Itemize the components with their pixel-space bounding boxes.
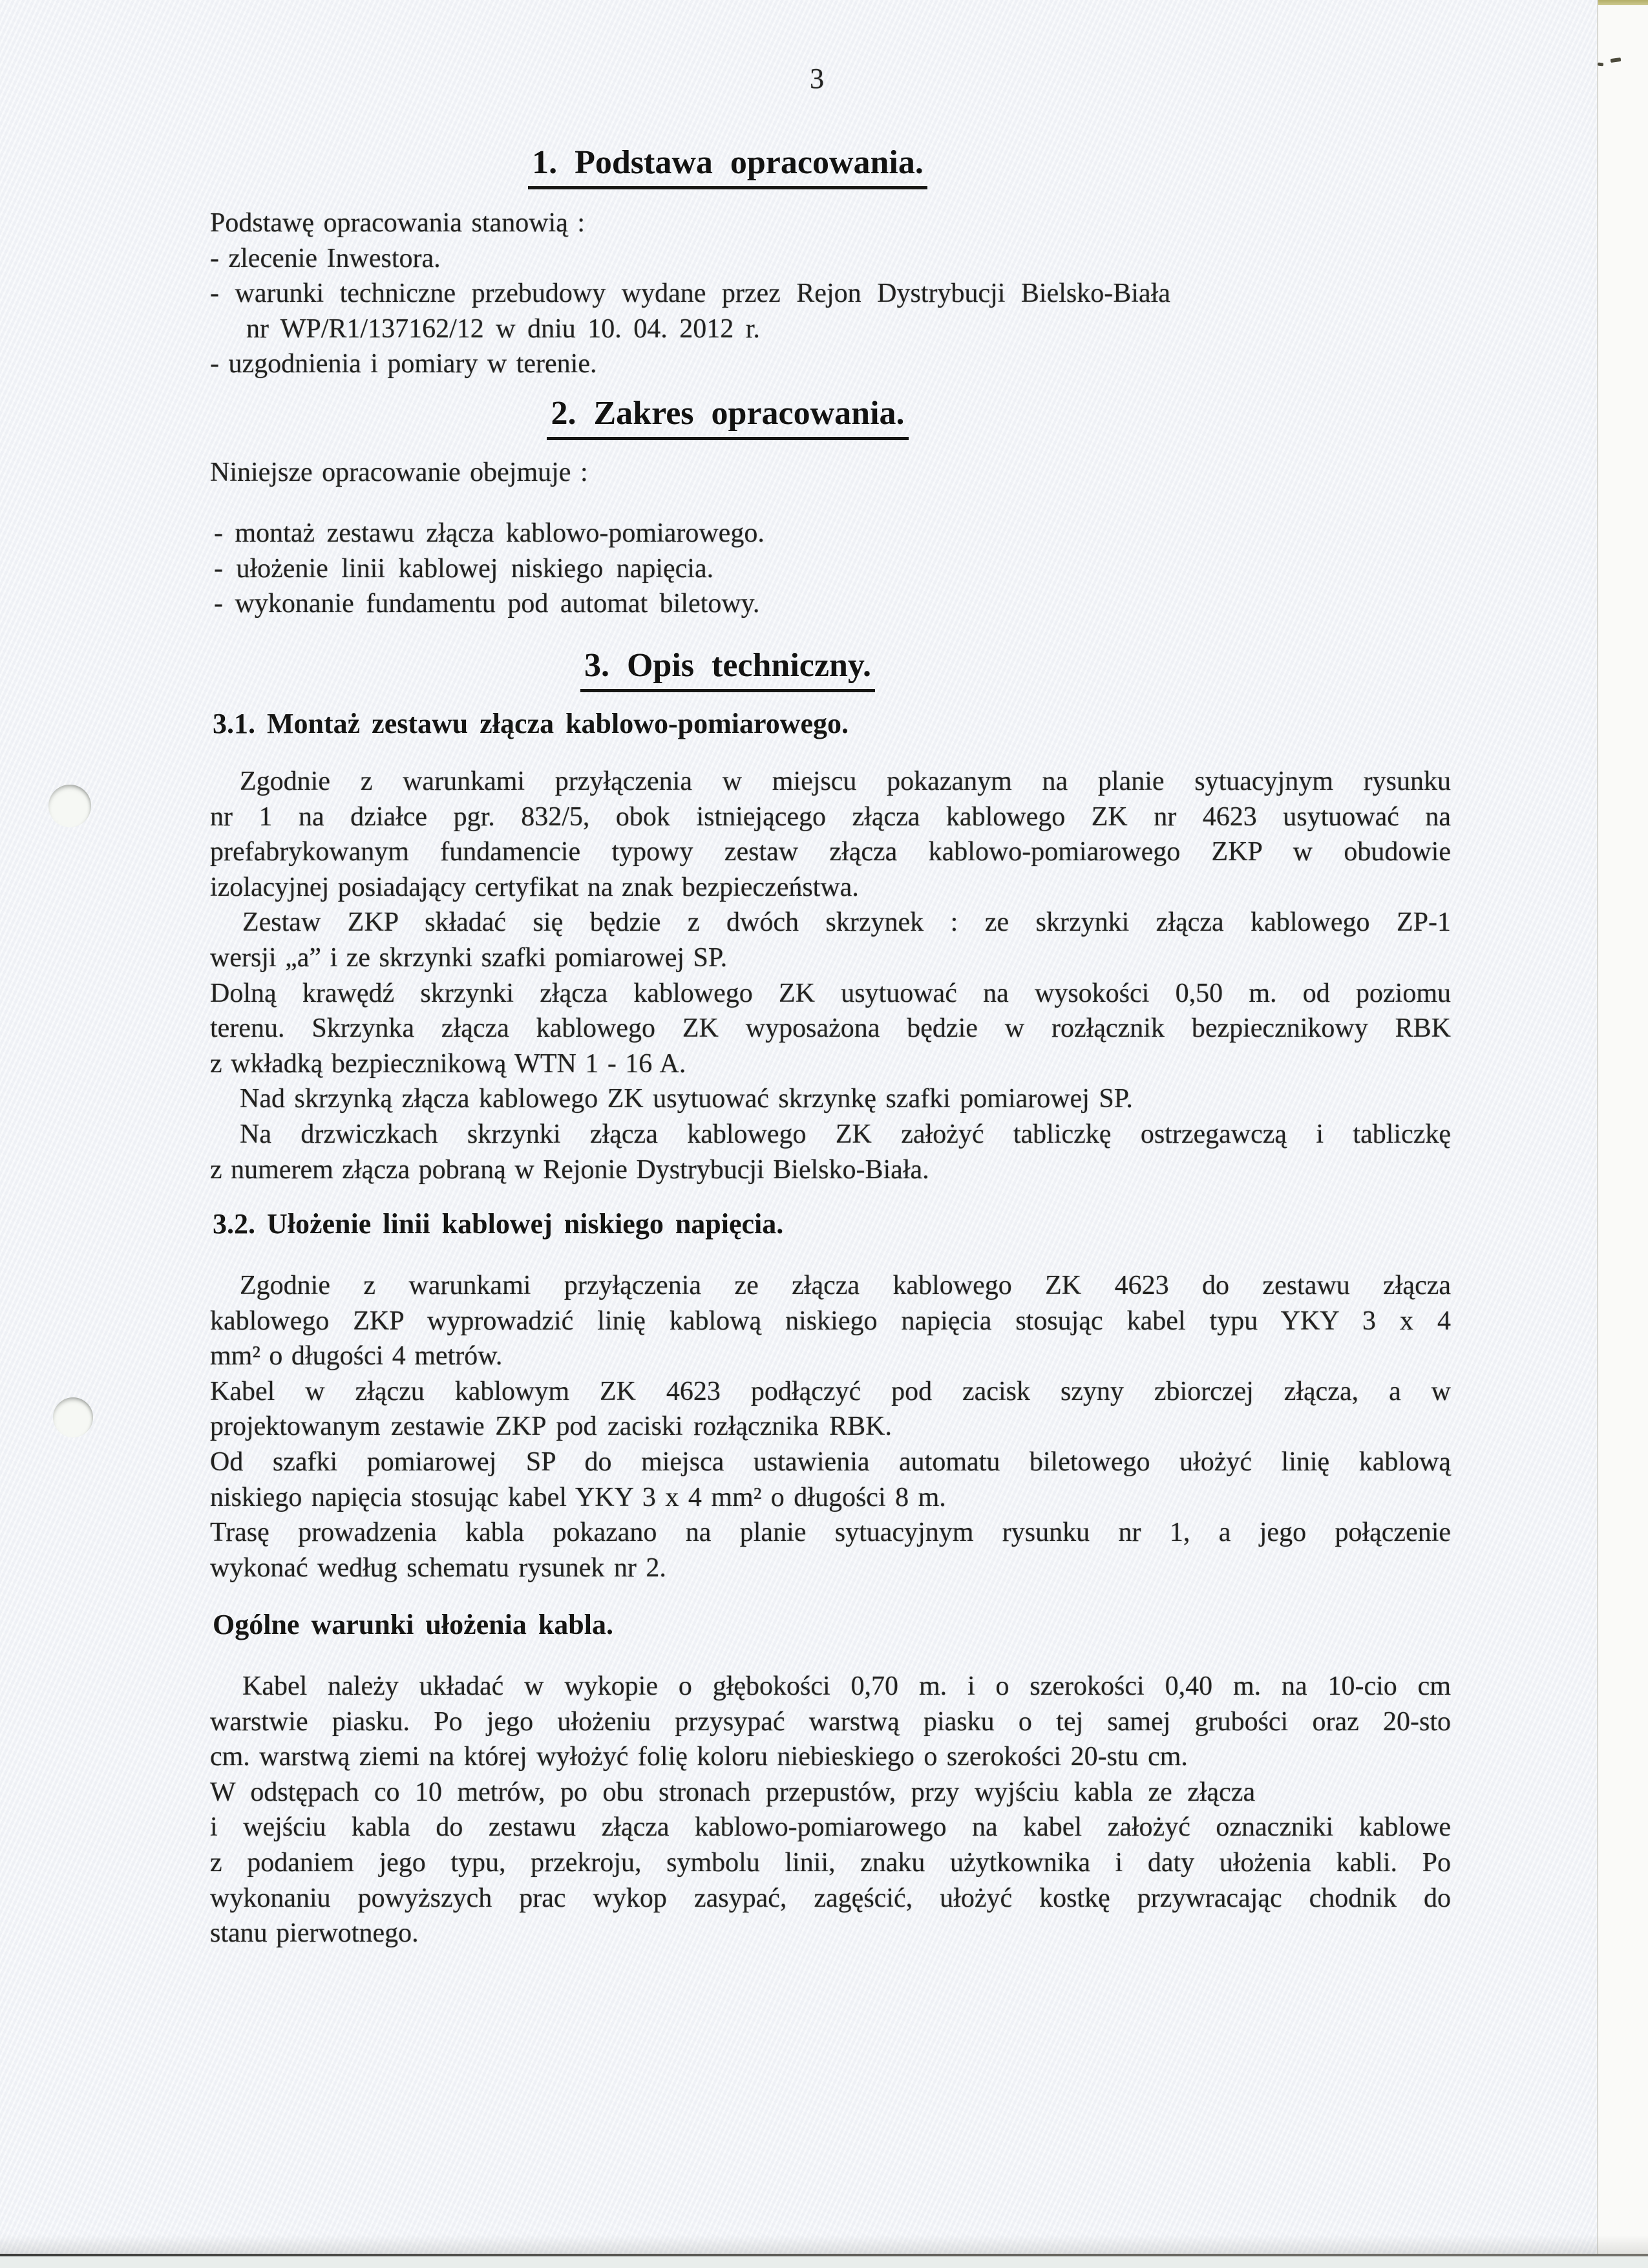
cable-laying-conditions-body (210, 1669, 1451, 1951)
heading-opis-techniczny (210, 646, 1451, 692)
text-line: Niniejsze opracowanie obejmuje : (210, 458, 588, 487)
text-line: Zgodnie z warunkami przyłączenia w miejscu pokazanym na planie sytuacyjnym rysunku (240, 767, 1451, 796)
text-line: niskiego napięcia stosując kabel YKY 3 x 4 mm² o długości 8 m. (210, 1482, 946, 1512)
text-line: - ułożenie linii kablowej niskiego napięcia. (214, 553, 714, 584)
text-line: z wkładką bezpiecznikową WTN 1 - 16 A. (210, 1048, 686, 1079)
text-line: - montaż zestawu złącza kablowo-pomiarowego. (214, 518, 765, 548)
text-line: W odstępach co 10 metrów, po obu stronach przepustów, przy wyjściu kabla ze złącza (210, 1777, 1256, 1807)
heading-2-text: 2. Zakres opracowania. (547, 394, 908, 440)
section-3-2-body (210, 1268, 1451, 1585)
punch-hole-bottom (53, 1397, 93, 1437)
scanner-edge-strip (1597, 0, 1648, 2254)
scan-speck-icon (1598, 63, 1603, 67)
text-line: - zlecenie Inwestora. (210, 243, 441, 273)
scope-list (210, 516, 1451, 622)
text-line: warstwie piasku. Po jego ułożeniu przysypać warstwą piasku o tej samej grubości oraz 20-sto (210, 1706, 1451, 1737)
text-line: Zgodnie z warunkami przyłączenia ze złącza kablowego ZK 4623 do zestawu złącza (240, 1271, 1451, 1300)
text-line: z numerem złącza pobraną w Rejonie Dystrybucji Bielsko-Biała. (210, 1154, 929, 1185)
page-number: 3 (810, 63, 824, 94)
paper-bottom-shadow (0, 2235, 1648, 2254)
text-line: Od szafki pomiarowej SP do miejsca ustawienia automatu biletowego ułożyć linię kablową (210, 1447, 1451, 1477)
text-line: terenu. Skrzynka złącza kablowego ZK wyposażona będzie w rozłącznik bezpiecznikowy RBK (210, 1013, 1451, 1044)
subheading-general-conditions: Ogólne warunki ułożenia kabla. (213, 1609, 614, 1640)
text-line: i wejściu kabla do zestawu złącza kablowo-pomiarowego na kabel założyć oznaczniki kablowe (210, 1812, 1451, 1843)
scan-artifact-top-line (1598, 0, 1648, 5)
heading-1-text: 1. Podstawa opracowania. (528, 143, 927, 189)
text-line: wersji „a” i ze skrzynki szafki pomiarowej SP. (210, 942, 728, 973)
text-line: z podaniem jego typu, przekroju, symbolu linii, znaku użytkownika i daty ułożenia kabli. Po (210, 1847, 1451, 1878)
text-line: projektowanym zestawie ZKP pod zaciski rozłącznika RBK. (210, 1412, 892, 1442)
text-line: prefabrykowanym fundamencie typowy zestaw złącza kablowo-pomiarowego ZKP w obudowie (210, 837, 1451, 867)
heading-3-text: 3. Opis techniczny. (580, 646, 875, 692)
text-line: - wykonanie fundamentu pod automat biletowy. (214, 589, 760, 619)
scope-intro (210, 455, 1451, 491)
text-line: Kabel należy układać w wykopie o głębokości 0,70 m. i o szerokości 0,40 m. na 10-cio cm (242, 1671, 1451, 1701)
text-line: kablowego ZKP wyprowadzić linię kablową niskiego napięcia stosując kabel typu YKY 3 x 4 (210, 1306, 1451, 1336)
text-line: izolacyjnej posiadający certyfikat na znak bezpieczeństwa. (210, 872, 859, 902)
text-line: Podstawę opracowania stanowią : (210, 208, 586, 238)
text-line: Trasę prowadzenia kabla pokazano na planie sytuacyjnym rysunku nr 1, a jego połączenie (210, 1518, 1451, 1548)
text-line: stanu pierwotnego. (210, 1918, 419, 1949)
text-line: Nad skrzynką złącza kablowego ZK usytuować skrzynkę szafki pomiarowej SP. (240, 1084, 1133, 1114)
text-line: Dolną krawędź skrzynki złącza kablowego ZK usytuować na wysokości 0,50 m. od poziomu (210, 978, 1451, 1008)
punch-hole-top (48, 785, 91, 827)
text-line: nr 1 na działce pgr. 832/5, obok istniejącego złącza kablowego ZK nr 4623 usytuować na (210, 801, 1451, 832)
heading-zakres-opracowania (210, 394, 1451, 440)
text-line: Kabel w złączu kablowym ZK 4623 podłączyć pod zacisk szyny zbiorczej złącza, a w (210, 1376, 1451, 1406)
text-line: wykonaniu powyższych prac wykop zasypać, zagęścić, ułożyć kostkę przywracając chodnik do (210, 1883, 1451, 1913)
heading-podstawa-opracowania (210, 143, 1451, 189)
section-3-1-body (210, 764, 1451, 1187)
basis-of-study-list (210, 206, 1451, 382)
text-line: mm² o długości 4 metrów. (210, 1341, 503, 1372)
text-line: - uzgodnienia i pomiary w terenie. (210, 349, 597, 379)
subheading-3-2: 3.2. Ułożenie linii kablowej niskiego napięcia. (213, 1208, 784, 1240)
text-line: cm. warstwą ziemi na której wyłożyć folię koloru niebieskiego o szerokości 20-stu cm. (210, 1742, 1188, 1772)
subheading-3-1: 3.1. Montaż zestawu złącza kablowo-pomiarowego. (213, 708, 849, 739)
text-line: wykonać według schematu rysunek nr 2. (210, 1553, 666, 1583)
text-line: Na drzwiczkach skrzynki złącza kablowego ZK założyć tabliczkę ostrzegawczą i tabliczkę (240, 1119, 1451, 1149)
text-line: Zestaw ZKP składać się będzie z dwóch skrzynek : ze skrzynki złącza kablowego ZP-1 (242, 907, 1451, 938)
text-line: - warunki techniczne przebudowy wydane przez Rejon Dystrybucji Bielsko-Biała (210, 279, 1170, 309)
scanner-bed-area (0, 2256, 1648, 2268)
text-line: nr WP/R1/137162/12 w dniu 10. 04. 2012 r. (246, 313, 760, 344)
